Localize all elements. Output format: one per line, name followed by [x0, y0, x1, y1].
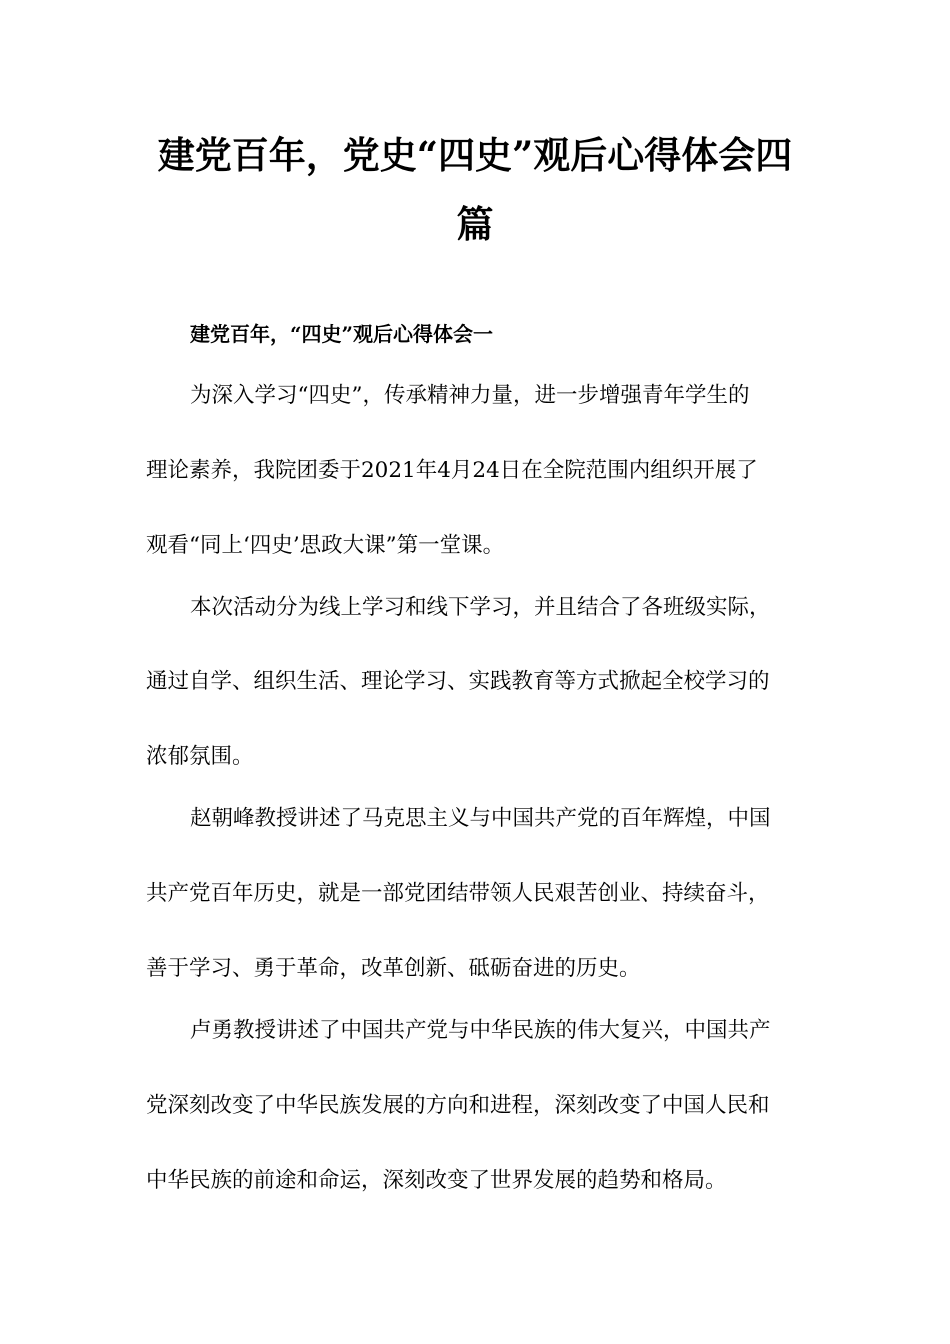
paragraph-line: 理论素养，我院团委于2021年4月24日在全院范围内组织开展了	[146, 458, 758, 483]
paragraph-line: 通过自学、组织生活、理论学习、实践教育等方式掀起全校学习的	[146, 669, 770, 694]
paragraph-line: 观看“同上‘四史’思政大课”第一堂课。	[146, 533, 505, 558]
paragraph-line: 本次活动分为线上学习和线下学习，并且结合了各班级实际，	[190, 595, 771, 620]
paragraph-line: 党深刻改变了中华民族发展的方向和进程，深刻改变了中国人民和	[146, 1093, 770, 1118]
document-title-line-2: 篇	[456, 202, 494, 246]
paragraph-line: 中华民族的前途和命运，深刻改变了世界发展的趋势和格局。	[146, 1168, 727, 1193]
paragraph-line: 卢勇教授讲述了中国共产党与中华民族的伟大复兴，中国共产	[190, 1018, 771, 1043]
paragraph-line: 为深入学习“四史”，传承精神力量，进一步增强青年学生的	[190, 383, 750, 408]
paragraph-line: 善于学习、勇于革命，改革创新、砥砺奋进的历史。	[146, 956, 641, 981]
paragraph-line: 赵朝峰教授讲述了马克思主义与中国共产党的百年辉煌，中国	[190, 806, 771, 831]
document-title-line-1: 建党百年，党史“四史”观后心得体会四	[157, 133, 793, 177]
section-heading: 建党百年，“四史”观后心得体会一	[190, 322, 494, 346]
paragraph-line: 共产党百年历史，就是一部党团结带领人民艰苦创业、持续奋斗，	[146, 881, 770, 906]
paragraph-line: 浓郁氛围。	[146, 744, 254, 769]
